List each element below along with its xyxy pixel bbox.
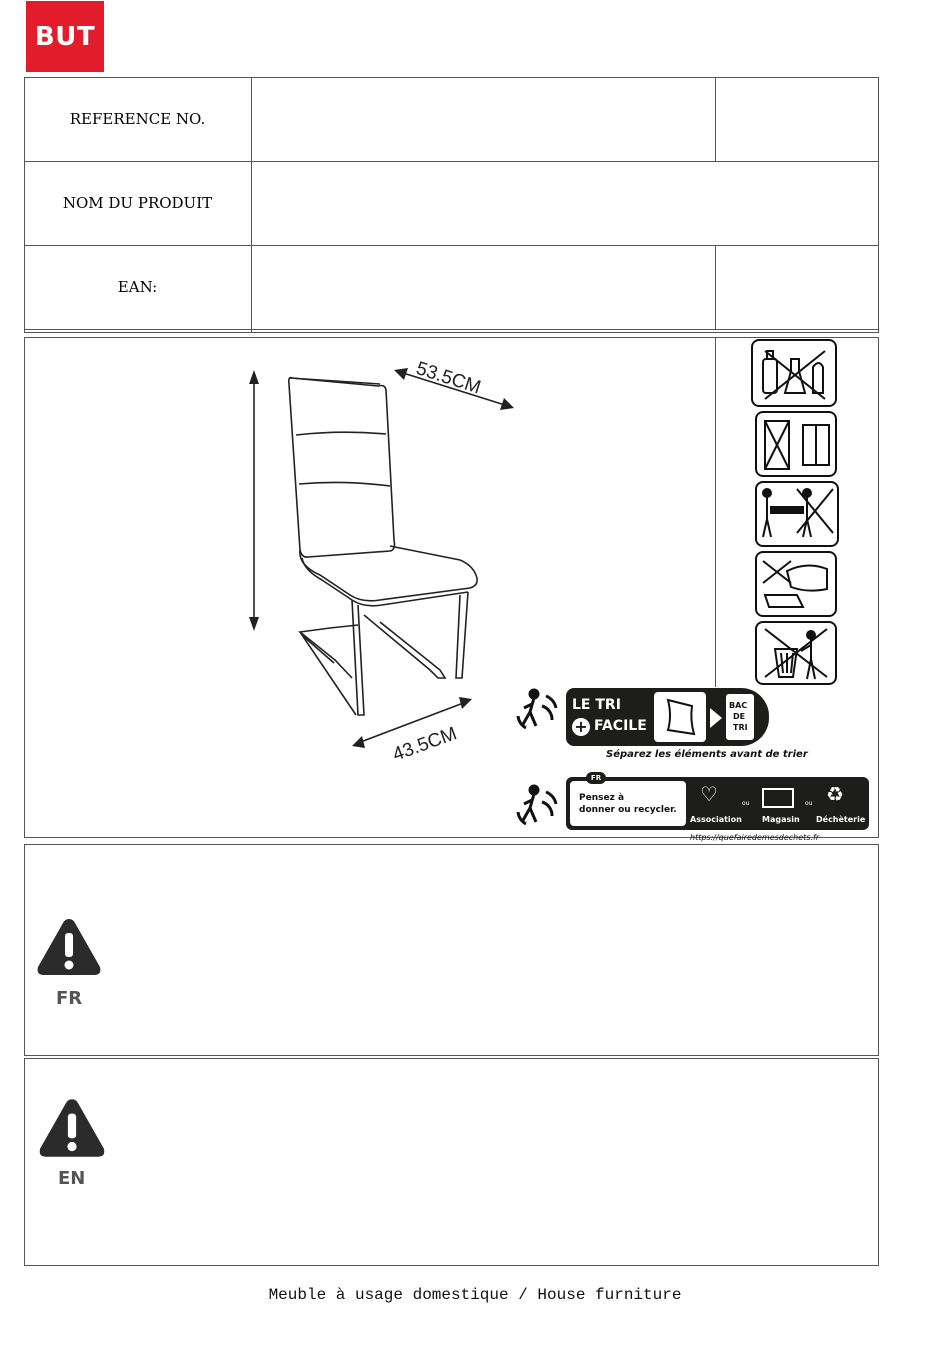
- no-chemicals-icon: [751, 339, 837, 407]
- depth-dimension-label: 53.5CM: [413, 358, 484, 399]
- bin-label-1: BAC: [729, 701, 748, 710]
- triman-icon: [512, 686, 560, 732]
- chair-drawing: [240, 360, 530, 760]
- recycling-url[interactable]: https://quefairedemesdechets.fr: [690, 833, 820, 842]
- tri-instruction: Séparez les éléments avant de trier: [606, 749, 808, 760]
- triman-icon: [512, 782, 560, 828]
- recycling-center-icon: ♻: [826, 782, 844, 806]
- width-dimension-label: 43.5CM: [390, 723, 460, 766]
- no-litter-icon: [755, 621, 837, 685]
- panel-divider: [715, 337, 716, 687]
- warning-icon: [34, 915, 104, 979]
- plus-icon: +: [572, 718, 590, 736]
- warning-fr-label: FR: [56, 988, 83, 1009]
- product-name-label: NOM DU PRODUIT: [62, 194, 213, 212]
- no-stacking-icon: [755, 411, 837, 477]
- store-icon: [762, 788, 794, 808]
- table-divider: [251, 77, 252, 333]
- warning-icon: [36, 1095, 108, 1161]
- reference-label: REFERENCE NO.: [69, 110, 206, 128]
- le-tri-title-line2: FACILE: [594, 718, 647, 734]
- brand-logo-text: BUT: [34, 21, 96, 52]
- le-tri-title-line1: LE TRI: [572, 697, 621, 713]
- two-person-lift-icon: [755, 481, 839, 547]
- ean-label: EAN:: [117, 278, 158, 296]
- warning-panel-fr: [24, 844, 879, 1056]
- table-divider: [715, 245, 716, 329]
- option-association: Association: [690, 815, 742, 824]
- bin-label-2: DE: [733, 712, 746, 721]
- donate-text-box: [570, 781, 686, 826]
- brand-logo: [26, 1, 104, 72]
- arrow-right-icon: [710, 708, 722, 728]
- or-label: ou: [805, 800, 813, 807]
- no-dragging-icon: [755, 551, 837, 617]
- option-magasin: Magasin: [762, 815, 800, 824]
- donate-text-line2: donner ou recycler.: [579, 805, 677, 815]
- table-divider: [24, 329, 879, 330]
- footer-text: Meuble à usage domestique / House furniture: [268, 1286, 682, 1304]
- fr-badge: FR: [586, 772, 606, 784]
- hand-heart-icon: ♡: [700, 782, 718, 806]
- cushion-icon: [654, 692, 706, 742]
- donate-text-line1: Pensez à: [579, 793, 625, 803]
- warning-panel-en: [24, 1058, 879, 1266]
- or-label: ou: [742, 800, 750, 807]
- warning-en-label: EN: [58, 1168, 86, 1189]
- table-divider: [715, 77, 716, 161]
- option-decheterie: Déchèterie: [816, 815, 866, 824]
- bin-label-3: TRI: [733, 723, 748, 732]
